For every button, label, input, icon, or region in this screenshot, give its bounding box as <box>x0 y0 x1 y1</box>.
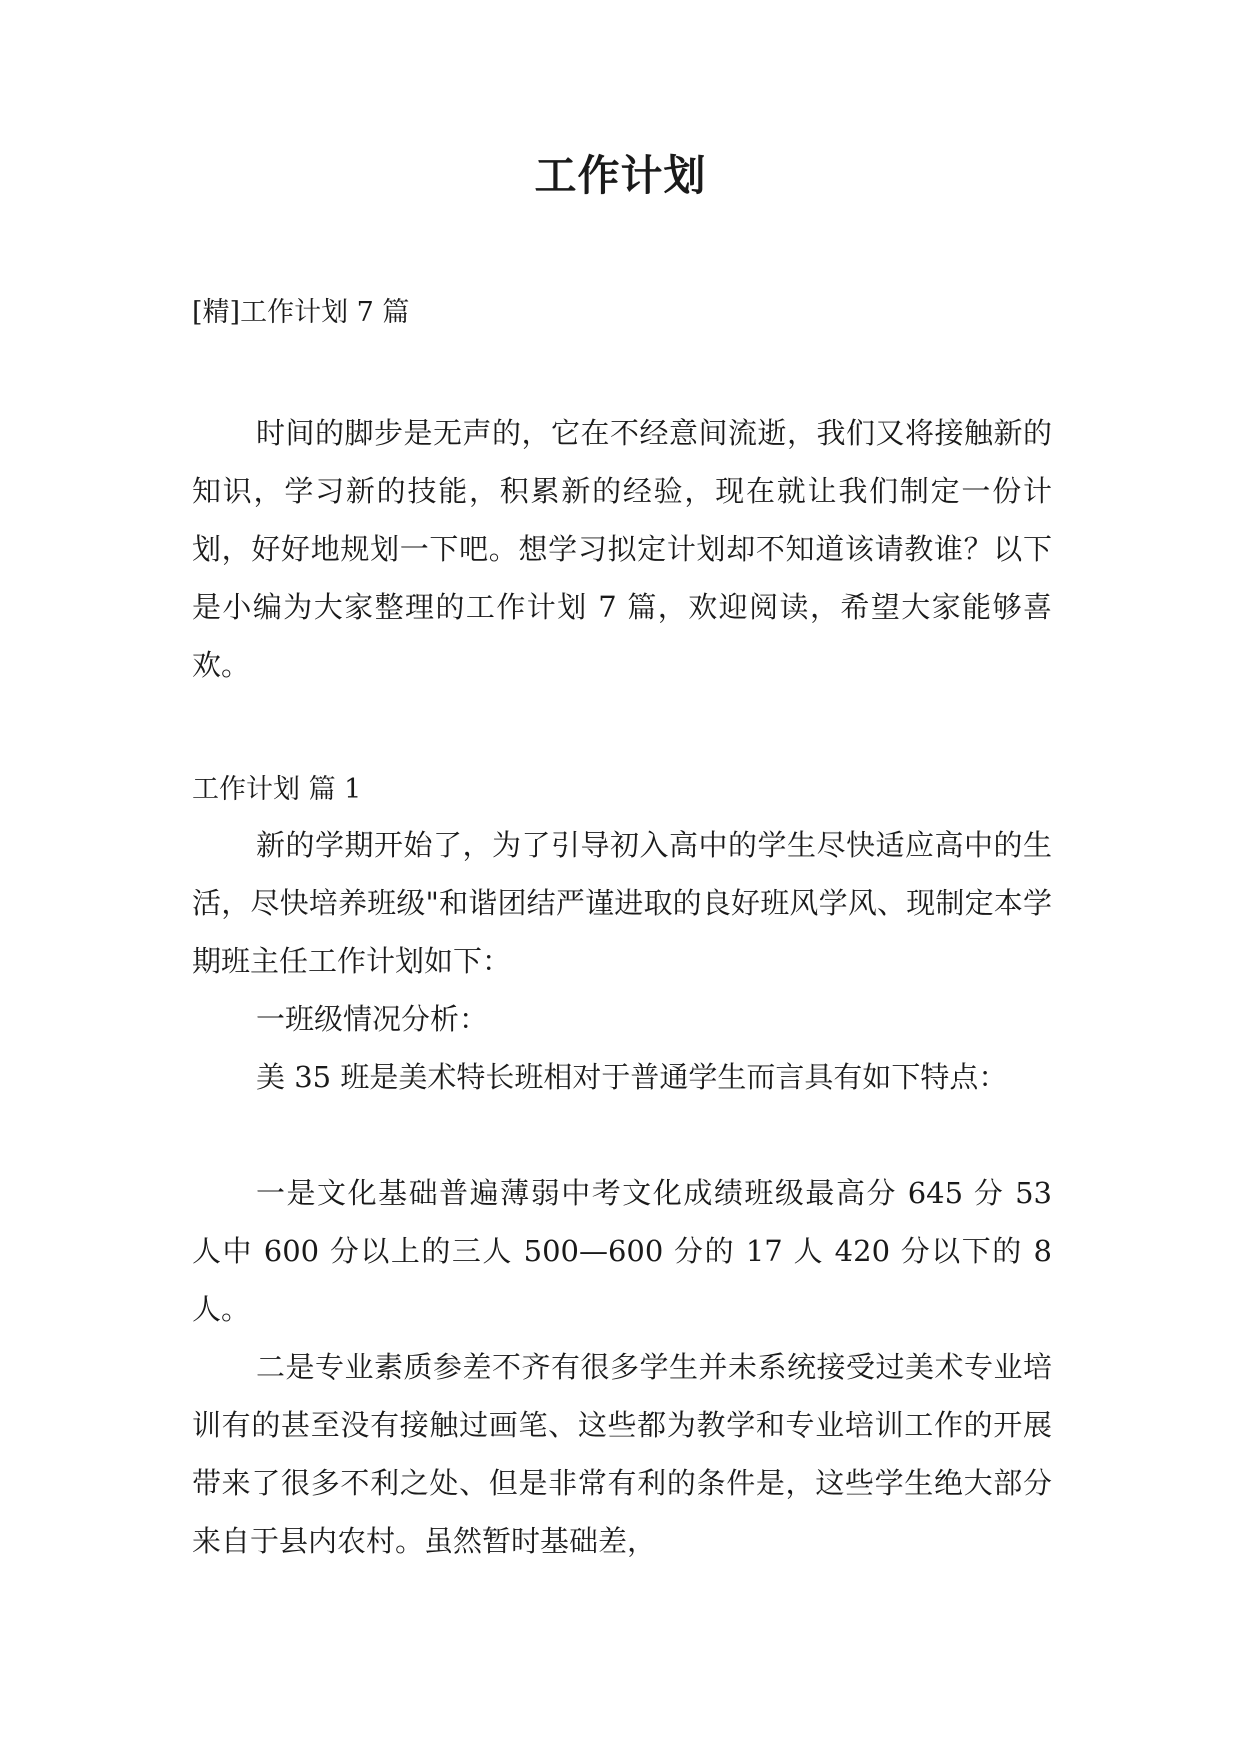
document-title: 工作计划 <box>534 151 707 200</box>
body-paragraph: 二是专业素质参差不齐有很多学生并未系统接受过美术专业培训有的甚至没有接触过画笔、这些都为教学和专业培训工作的开展带来了很多不利之处、但是非常有利的条件是，这些学生绝大部分来自于县内农村。虽然暂时基础差， <box>192 1350 1052 1558</box>
intro-paragraph: 时间的脚步是无声的，它在不经意间流逝，我们又将接触新的知识，学习新的技能，积累新的经验，现在就让我们制定一份计划，好好地规划一下吧。想学习拟定计划却不知道该请教谁？以下是小编为大家整理的工作计划 7 篇，欢迎阅读，希望大家能够喜欢。 <box>192 416 1052 682</box>
body-paragraph: 新的学期开始了，为了引导初入高中的学生尽快适应高中的生活，尽快培养班级"和谐团结严谨进取的良好班风学风、现制定本学期班主任工作计划如下： <box>192 828 1052 978</box>
body-paragraph: 美 35 班是美术特长班相对于普通学生而言具有如下特点： <box>256 1060 1008 1094</box>
body-paragraph: 一是文化基础普遍薄弱中考文化成绩班级最高分 645 分 53 人中 600 分以上的三人 500—600 分的 17 人 420 分以下的 8 人。 <box>192 1176 1052 1326</box>
document-subtitle: [精]工作计划 7 篇 <box>192 297 410 328</box>
body-paragraph: 一班级情况分析： <box>256 1002 489 1036</box>
section-heading: 工作计划 篇 1 <box>192 774 362 805</box>
